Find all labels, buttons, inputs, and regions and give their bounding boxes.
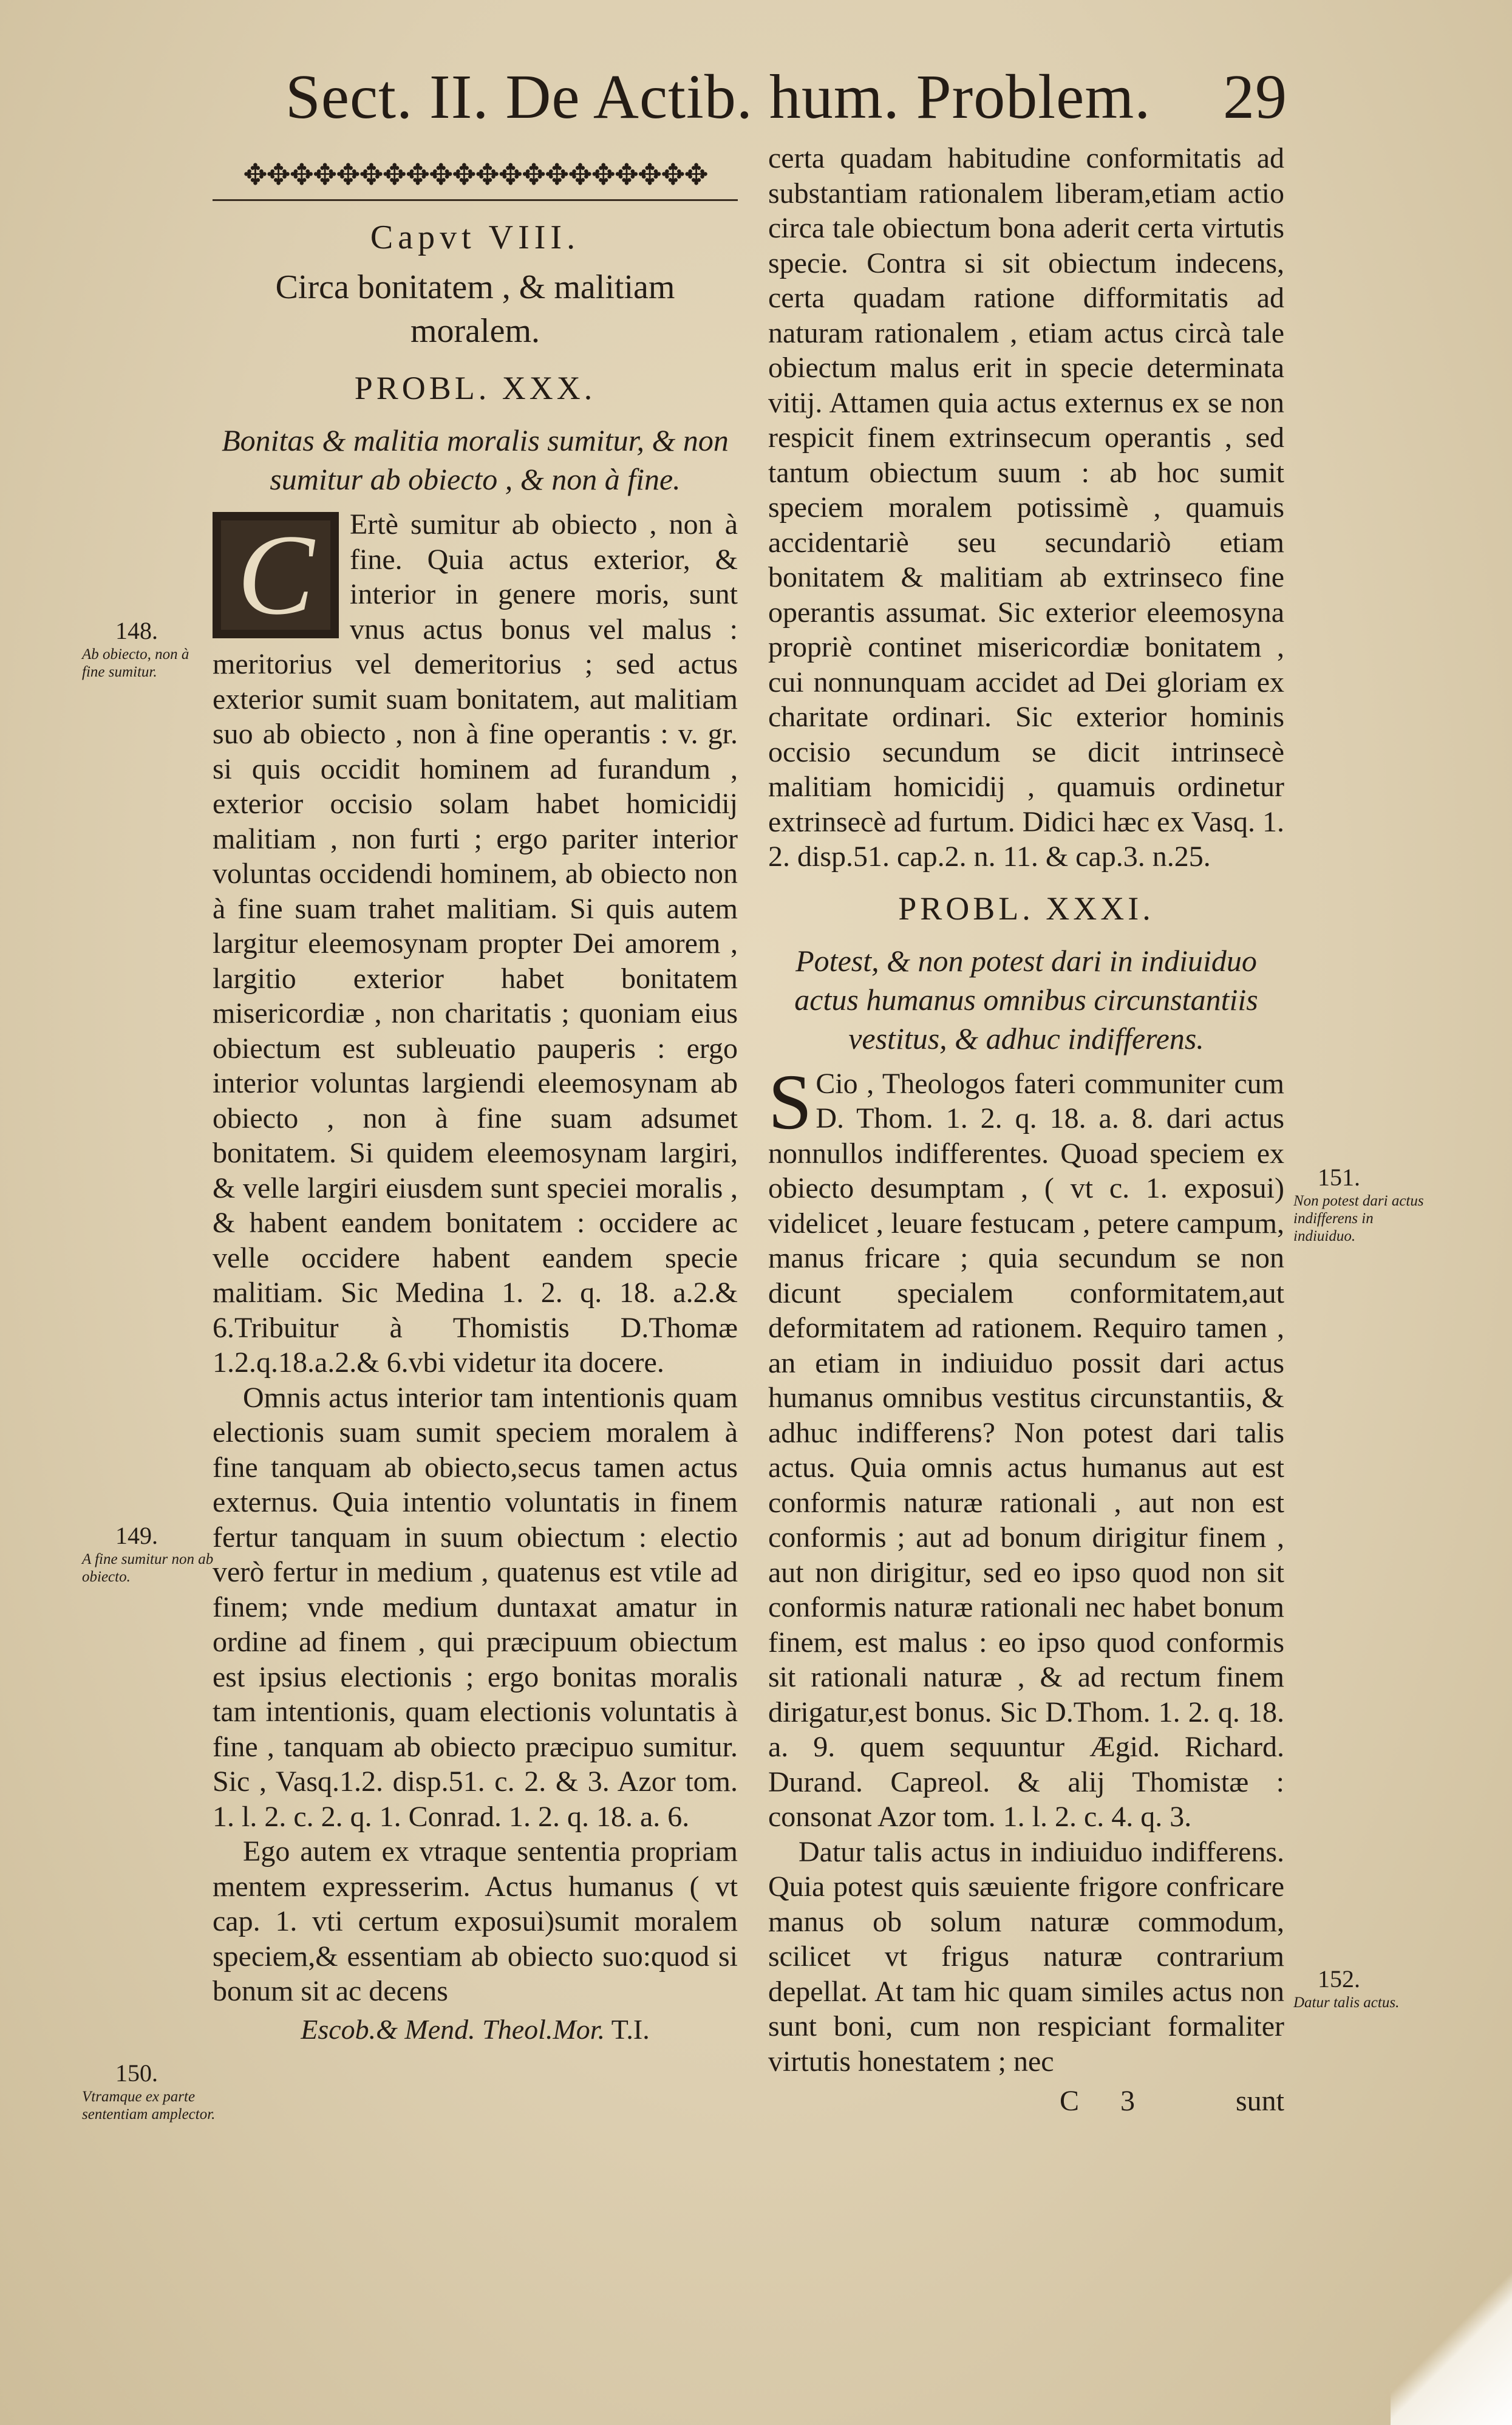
paragraph-text: Ertè sumitur ab obiecto , non à fine. Quia actus exterior, & interior in genere moris, sunt vnus actus bonus vel malus : meritorius vel demeritorius ; sed actus exterior sumit suam bonitatem, aut malitiam suo ab obiecto , non à fine operantis : v. gr. si quis occidit hominem ad furandum , exterior occisio solam habet homicidij malitiam , non furti ; ergo pariter interior voluntas occidendi hominem, ab obiecto non à fine suam trahet malitiam. Si quis autem largitur eleemosynam propter Dei amorem , largitio exterior habet bonitatem misericordiæ , non charitatis ; quoniam eius obiectum est subleuatio pauperis : ergo interior voluntas largiendi eleemosynam ab obiecto , non à fine suam adsumet bonitatem. Si quidem eleemosynam largiri, & velle largiri eiusdem sunt speciei moralis , & habent eandem bonitatem : occidere ac velle occidere habent eandem specie malitiam. Sic Medina 1. 2. q. 18. a.2.& 6.Tribuitur à Thomistis D.Thomæ 1.2.q.18.a.2.& 6.vbi videtur ita docere. [213,508,738,1379]
chapter-heading: Capvt VIII. [370,219,581,256]
margin-note-number: 152. [1318,1965,1360,1993]
body-paragraph: certa quadam habitudine conformitatis ad substantiam rationalem liberam,etiam actio circa tale obiectum bona aderit certa virtutis specie. Contra si sit obiectum indecens, certa quadam ratione difformitatis ad naturam rationalem , etiam actus circà tale obiectum malus erit in specie determinata vitij. Attamen quia actus externus ex se non respicit finem extrinsecum operantis , sed tantum obiectum suum : ab hoc sumit speciem moralem potissimè , quamuis accidentariè seu secundariò etiam bonitatem & malitiam ab extrinseco fine operantis assumat. Sic exterior eleemosyna propriè continet misericordiæ bonitatem , cui nonnunquam accidet ad Dei gloriam ex charitate ordinari. Sic exterior hominis occisio secundum se dicit intrinsecè malitiam homicidij , quamuis ordinetur extrinsecè ad furtum. Didici hæc ex Vasq. 1. 2. disp.51. cap.2. n. 11. & cap.3. n.25. [768,142,1284,873]
margin-note [1293,1163,1433,1245]
body-paragraph [213,507,738,1380]
problem-thesis: Potest, & non potest dari in indiuiduo actus humanus omnibus circunstantiis vestitus, & adhuc indifferens. [794,943,1258,1056]
margin-note-text: Non potest dari actus indifferens in indiuiduo. [1293,1193,1424,1244]
initial-letter: S [768,1058,812,1146]
signature-line [213,2011,738,2048]
margin-note-number: 149. [115,1522,158,1549]
margin-note-number: 148. [115,617,158,644]
signature-author: Escob.& Mend. Theol.Mor. [301,2013,605,2045]
running-title: Sect. II. De Actib. hum. Problem. [285,62,1151,132]
right-column [768,141,1284,2120]
torn-corner [1391,2267,1512,2425]
problem-thesis: Bonitas & malitia moralis sumitur, & non sumitur ab obiecto , & non à fine. [222,423,729,496]
decorated-initial: C [213,512,339,638]
left-column [213,152,738,2048]
margin-note [82,616,216,681]
margin-note-text: Datur talis actus. [1293,1994,1400,2011]
body-paragraph: Datur talis actus in indiuiduo indifferens. Quia potest quis sæuiente frigore confricare manus ob solum naturæ commodum, scilicet vt frigus naturæ contrarium depellat. At tam hic quam similes actus non sunt boni, cum non respiciant formaliter virtutis honestatem ; nec [768,1835,1284,2078]
margin-note-number: 150. [115,2059,158,2087]
catchword: sunt [1235,2085,1284,2117]
margin-note-text: A fine sumitur non ab obiecto. [82,1551,214,1585]
body-paragraph: Ego autem ex vtraque sententia propriam mentem expresserim. Actus humanus ( vt cap. 1. vti certum exposui)sumit moralem speciem,& essentiam ab obiecto suo:quod si bonum sit ac decens [213,1835,738,2007]
margin-note [82,2059,216,2123]
catchword-line [768,2084,1284,2120]
ornamental-band: ✥✥✥✥✥✥✥✥✥✥✥✥✥✥✥✥✥✥✥✥ [213,152,738,201]
margin-note [82,1521,216,1586]
chapter-title: Circa bonitatem , & malitiam moralem. [275,268,675,350]
problem-heading: PROBL. XXX. [354,370,596,406]
gathering-signature: C [1060,2085,1080,2117]
body-paragraph: Omnis actus interior tam intentionis quam electionis suam sumit speciem moralem à fine tanquam ab obiecto,secus tamen actus externus. Quia intentio voluntatis in finem fertur tanquam in suum obiectum : electio verò fertur in medium , quatenus est vtile ad finem; vnde medium duntaxat amatur in ordine ad finem , qui præcipuum obiectum est ipsius electionis ; ergo bonitas moralis tam intentionis, quam electionis voluntatis à fine , tanquam ab obiecto præcipuo sumitur. Sic , Vasq.1.2. disp.51. c. 2. & 3. Azor tom. 1. l. 2. c. 2. q. 1. Conrad. 1. 2. q. 18. a. 6. [213,1381,738,1833]
running-header [285,58,1287,137]
body-paragraph [768,1058,1284,1835]
margin-note-number: 151. [1318,1164,1360,1191]
page-number: 29 [1223,62,1287,132]
paragraph-text: Cio , Theologos fateri communiter cum D. Thom. 1. 2. q. 18. a. 8. dari actus nonnullos indifferentes. Quoad speciem ex obiecto desumptam , ( vt c. 1. exposui) videlicet , leuare festucam , petere campum, manus fricare ; quia secundum se non dicunt specialem conformitatem,aut deformitatem ad rationem. Requiro tamen , an etiam in indiuiduo possit dari actus humanus omnibus vestitus circunstantiis, & adhuc indifferens? Non potest dari talis actus. Quia omnis actus humanus aut est conformis naturæ rationali , aut non est conformis ; aut ad bonum dirigitur finem , aut non dirigitur, sed eo ipso quod non sit conformis naturæ rationali nec habet bonum finem, est malus : eo ipso quod conformis sit rationali naturæ , & ad rectum finem dirigatur,est bonus. Sic D.Thom. 1. 2. q. 18. a. 9. quem sequuntur Ægid. Richard. Durand. Capreol. & alij Thomistæ : consonat Azor tom. 1. l. 2. c. 4. q. 3. [768,1067,1284,1833]
gathering-number: 3 [1120,2085,1135,2117]
margin-note [1293,1965,1433,2011]
problem-heading: PROBL. XXXI. [898,890,1154,927]
signature-volume: T.I. [611,2013,650,2045]
margin-note-text: Ab obiecto, non à fine sumitur. [82,646,189,680]
margin-note-text: Vtramque ex parte sententiam amplector. [82,2089,216,2123]
